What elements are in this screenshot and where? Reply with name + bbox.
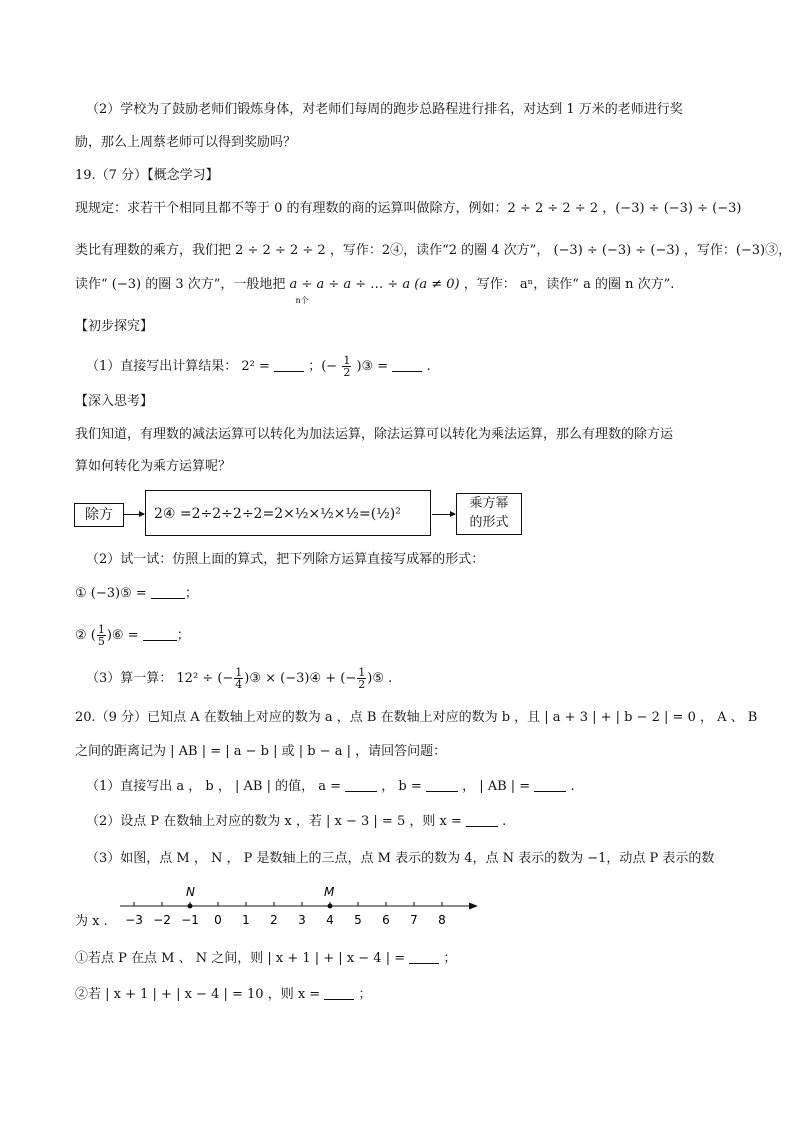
- q19-expr-underbrace-label: n个: [295, 296, 309, 305]
- q20-p1-blank-ab[interactable]: [534, 778, 566, 792]
- q19-p1-fraction: $\frac{1}{2}$: [343, 354, 351, 379]
- q20-sub2: [75, 986, 371, 1004]
- q20-sub1: [75, 950, 456, 968]
- q20-sub2-end: ；: [358, 987, 372, 1002]
- q19-def-line3-a: 读作“ (−3) 的圈 3 次方”，一般地把: [75, 277, 286, 292]
- q19-think-line1: 我们知道，有理数的减法运算可以转化为加法运算，除法运算可以转化为乘法运算，那么有理数的除方运: [75, 427, 674, 442]
- flow-right-line2: 的形式: [469, 515, 509, 530]
- q19-p3-prefix: （3）算一算： 12² ÷ (−: [86, 671, 234, 686]
- q18-part2-line1: （2）学校为了鼓励老师们锻炼身体，对老师们每周的跑步总路程进行排名，对达到 1 万米的老师进行奖: [86, 102, 683, 117]
- flow-box-power-form: [456, 493, 522, 535]
- q20-p1-blank-a[interactable]: [345, 778, 377, 792]
- q19-p2b-suffix: )⑥ =: [106, 628, 139, 643]
- q19-p2b-fraction: $\frac{1}{5}$: [97, 623, 105, 648]
- number-line-tick-label: 4: [326, 913, 334, 927]
- number-line-arrowhead: [469, 903, 478, 910]
- number-line-tick-label: −3: [125, 913, 143, 927]
- q19-p1-end: .: [426, 359, 431, 374]
- point-n-dot: [188, 904, 193, 909]
- q20-p2-blank[interactable]: [466, 813, 498, 827]
- q20-line1: 20.（9 分）已知点 A 在数轴上对应的数为 a ，点 B 在数轴上对应的数为 b ，且 | a + 3 | + | b − 2 | = 0 ， A 、 B: [75, 710, 758, 725]
- q20-part3-line1: （3）如图，点 M ， N ， P 是数轴上的三点，点 M 表示的数为 4，点 N 表示的数为 −1，动点 P 表示的数: [86, 851, 715, 866]
- q19-general-expression: [289, 276, 460, 305]
- q20-part3-line2: 为 x .: [75, 914, 108, 929]
- q19-p3-end: )⑤ .: [367, 671, 393, 686]
- number-line-tick-label: 8: [438, 913, 446, 927]
- q19-part1: [86, 355, 431, 378]
- q20-sub1-text: ①若点 P 在点 M 、 N 之间，则 | x + 1 | + | x − 4 | =: [75, 951, 406, 966]
- q19-p1-prefix: （1）直接写出计算结果： 2² =: [86, 359, 270, 374]
- point-m-label: M: [324, 885, 335, 899]
- q20-p1-b: ， b =: [381, 779, 422, 794]
- q19-think-header: 【深入思考】: [75, 394, 154, 409]
- q20-p2-text: （2）设点 P 在数轴上对应的数为 x ，若 | x − 3 | = 5 ，则 x =: [86, 814, 462, 829]
- q19-part2-instruction: （2）试一试：仿照上面的算式，把下列除方运算直接写成幂的形式：: [86, 552, 485, 567]
- q19-p3-mid: )③ × (−3)④ + (−: [244, 671, 357, 686]
- q20-p2-end: .: [502, 814, 507, 829]
- q20-p1-a: （1）直接写出 a ， b ， | AB | 的值， a =: [86, 779, 342, 794]
- number-line-tick-label: 5: [354, 913, 362, 927]
- number-line-tick-label: −1: [181, 913, 199, 927]
- q19-p2b-blank[interactable]: [143, 627, 177, 641]
- q20-p1-c: ， | AB | =: [462, 779, 531, 794]
- q19-definition-line1: 现规定：求若干个相同且都不等于 0 的有理数的商的运算叫做除方，例如：2 ÷ 2 ÷ 2 ÷ 2 ，(−3) ÷ (−3) ÷ (−3): [75, 201, 742, 216]
- q20-part2: [86, 813, 506, 831]
- q19-expr-text: a ÷ a ÷ a ÷ … ÷ a (a ≠ 0): [289, 277, 460, 292]
- number-line-tick-label: 1: [242, 913, 250, 927]
- number-line-tick-label: 0: [214, 913, 222, 927]
- q20-p1-blank-b[interactable]: [426, 778, 458, 792]
- q19-part2-a: ① (−3)⑤ = ；: [75, 586, 198, 601]
- q19-think-line2: 算如何转化为乘方运算呢？: [75, 459, 232, 474]
- q19-header: 19.（7 分）【概念学习】: [75, 168, 219, 183]
- point-m-dot: [328, 904, 333, 909]
- q19-def-line3-b: ，写作： aⁿ，读作“ a 的圈 n 次方”.: [463, 277, 675, 292]
- q19-definition-line3: [75, 276, 675, 305]
- q19-p1-blank1[interactable]: [274, 358, 304, 372]
- q19-p3-fraction1: $\frac{1}{4}$: [235, 666, 243, 691]
- q20-sub1-end: ；: [443, 951, 457, 966]
- q19-p1-after: )③ =: [356, 359, 389, 374]
- flow-box-division-power: 除方: [74, 503, 124, 527]
- number-line-tick-label: −2: [153, 913, 171, 927]
- flow-right-line1: 乘方幂: [469, 496, 509, 511]
- q19-explore-header: 【初步探究】: [75, 319, 154, 334]
- q19-definition-line2: 类比有理数的乘方，我们把 2 ÷ 2 ÷ 2 ÷ 2 ，写作：2④，读作“2 的圈 4 次方”， (−3) ÷ (−3) ÷ (−3) ，写作：(−3)③，: [75, 243, 792, 258]
- q19-p3-fraction2: $\frac{1}{2}$: [358, 666, 366, 691]
- number-line-tick-label: 6: [382, 913, 390, 927]
- q20-line2: 之间的距离记为 | AB | = | a − b | 或 | b − a | ，请回答问题：: [75, 744, 447, 759]
- q20-sub1-blank[interactable]: [409, 950, 439, 964]
- flow-arrow-2: [432, 514, 455, 515]
- number-line-tick-label: 3: [298, 913, 306, 927]
- q20-part1: [86, 778, 575, 796]
- q20-sub2-blank[interactable]: [324, 986, 354, 1000]
- point-n-label: N: [186, 885, 195, 899]
- q19-p1-mid: ；(−: [308, 359, 338, 374]
- q20-sub2-text: ②若 | x + 1 | + | x − 4 | = 10 ，则 x =: [75, 987, 321, 1002]
- flow-arrow-1: [123, 514, 144, 515]
- q19-p1-blank2[interactable]: [392, 358, 422, 372]
- q19-part3: [86, 667, 392, 690]
- q20-p1-end: .: [570, 779, 575, 794]
- q19-p2b-prefix: ② (: [75, 628, 96, 643]
- q19-p2a-text: ① (−3)⑤ =: [75, 586, 147, 601]
- q18-part2-line2: 励，那么上周蔡老师可以得到奖励吗？: [75, 135, 297, 150]
- q19-p2a-blank[interactable]: [151, 585, 185, 599]
- q19-part2-b: ② ( $\frac{1}{5}$ )⑥ = ；: [75, 623, 190, 648]
- number-line-tick-label: 2: [270, 913, 278, 927]
- flow-box-conversion: 2④ =2÷2÷2÷2=2×½×½×½=(½)²: [145, 490, 431, 536]
- number-line: [115, 880, 485, 930]
- number-line-tick-label: 7: [410, 913, 418, 927]
